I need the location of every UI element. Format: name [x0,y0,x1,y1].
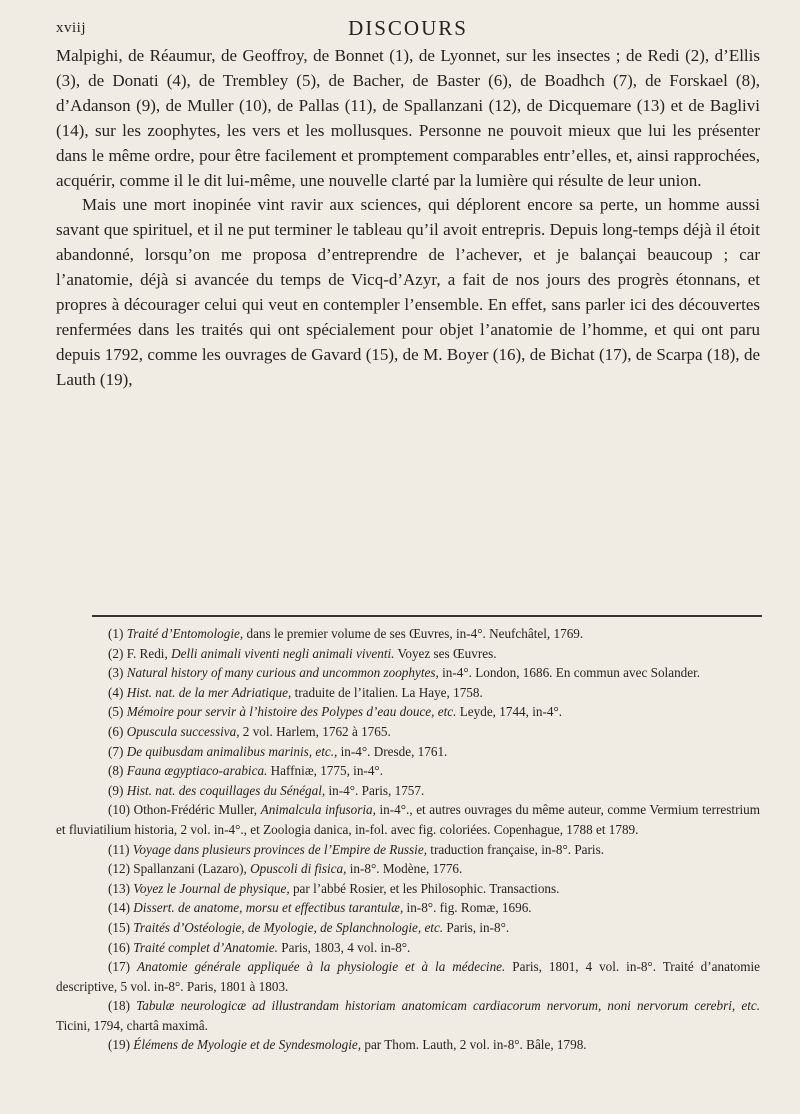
footnote-details: par l’abbé Rosier, et les Philosophic. Transactions. [289,880,560,896]
footnote-number: (1) [108,626,124,641]
footnote [56,663,760,683]
footnote [56,644,760,664]
footnote [56,938,760,958]
footnote-number: (18) [108,998,130,1014]
footnote [56,683,760,703]
paragraph-1: Malpighi, de Réaumur, de Geoffroy, de Bonnet (1), de Lyonnet, sur les insectes ; de Redi (2), d’Ellis (3), de Donati (4), de Trembley (5), de Bacher, de Baster (6), de Boadhch (7), de Forskael (8), d’Adanson (9), de Muller (10), de Pallas (11), de Spallanzani (12), de Dicquemare (13) et de Baglivi (14), sur les zoophytes, les vers et les mollusques. Personne ne pouvoit mieux que lui les présenter dans le même ordre, pour être facilement et promptement comparables entr’elles, et, ainsi rapprochées, acquérir, comme il le dit lui-même, une nouvelle clarté par la lumière qui résulte de leur union. [56,46,760,190]
footnote-title: Natural history of many curious and uncommon zoophytes, [126,665,439,681]
footnote-number: (16) [108,939,130,955]
footnote-number: (12) [108,861,130,877]
footnote-title: Traité complet d’Anatomie. [133,939,278,955]
footnote-number: (2) [108,645,124,661]
footnote-author: F. Redi, [126,645,172,661]
footnote-details: in-4°., et autres ouvrages du même auteur, comme Vermium terrestrium et fluviatilium historia, 2 vol. in-4°., et Zoologia danica, in-fol. avec fig. coloriées. Copenhague, 1788 et 1789. [56,802,760,837]
footnote-author: Spallanzani (Lazaro), [133,861,251,877]
footnote-number: (6) [108,723,124,739]
page-number: xviij [56,20,87,36]
paragraph-2: Mais une mort inopinée vint ravir aux sciences, qui déplorent encore sa perte, un homme aussi savant que spirituel, et il ne put terminer le tableau qu’il avoit entrepris. Depuis long-temps déjà il étoit abandonné, lorsqu’on me proposa d’entreprendre de l’achever, et je balançai beaucoup ; car l’anatomie, déjà si avancée du temps de Vicq-d’Azyr, a fait de nos jours des progrès étonnans, et propres à décourager celui qui veut en contempler l’ensemble. En effet, sans parler ici des découvertes renfermées dans les traités qui ont spécialement pour objet l’anatomie de l’homme, et qui ont paru depuis 1792, comme les ouvrages de Gavard (15), de M. Boyer (16), de Bichat (17), de Scarpa (18), de Lauth (19), [56,195,760,389]
main-text [56,44,760,393]
footnote-number: (13) [108,880,130,896]
footnote-details: 2 vol. Harlem, 1762 à 1765. [239,723,391,739]
footnote-number: (11) [108,841,130,857]
footnote-details: Voyez ses Œuvres. [394,645,497,661]
footnote-title: Hist. nat. de la mer Adriatique, [126,684,292,700]
footnote-title: Animalcula infusoria, [260,802,376,818]
footnote [56,898,760,918]
footnote-details: Leyde, 1744, in-4°. [456,704,563,720]
footnote-details: in-4°. Dresde, 1761. [337,743,448,759]
footnote-details: Haffniæ, 1775, in-4°. [267,763,383,779]
footnote-details: Paris, 1803, 4 vol. in-8°. [277,939,411,955]
footnote [56,1035,760,1055]
footnote-number: (8) [108,763,124,779]
footnote-author: Othon-Frédéric Muller, [133,802,261,818]
footnote [56,702,760,722]
footnote [56,918,760,938]
footnote-details: traduite de l’italien. La Haye, 1758. [291,684,483,700]
footnote-title: Opuscula successiva, [126,723,240,739]
footnote-title: Fauna ægyptiaco-arabica. [126,763,268,779]
footnotes [56,624,760,1055]
footnote-title: De quibusdam animalibus marinis, etc., [126,743,338,759]
footnote-number: (5) [108,704,124,720]
footnote-number: (9) [108,782,124,798]
footnote [56,781,760,801]
footnote-details: traduction française, in-8°. Paris. [427,841,605,857]
footnote [56,624,760,644]
footnote-title: Opuscoli di fisica, [250,861,347,877]
footnote-title: Tabulæ neurologicæ ad illustrandam historiam anatomicam cardiacorum nervorum, noni nervorum cerebri, etc. [136,998,761,1014]
footnote-title: Traités d’Ostéologie, de Myologie, de Splanchnologie, etc. [133,919,444,935]
running-head: DISCOURS [348,16,468,40]
footnote-title: Élémens de Myologie et de Syndesmologie, [133,1037,362,1053]
footnote-title: Traité d’Entomologie, [126,626,244,641]
footnote-details: in-4°. London, 1686. En commun avec Solander. [438,665,701,681]
footnote-details: in-8°. fig. Romæ, 1696. [403,900,532,916]
footnote-number: (7) [108,743,124,759]
footnote-number: (4) [108,684,124,700]
footnote [56,957,760,996]
footnote [56,996,760,1035]
footnote-title: Anatomie générale appliquée à la physiologie et à la médecine. [136,959,506,975]
footnote-rule [92,615,762,617]
footnote-title: Dissert. de anatome, morsu et effectibus tarantulæ, [133,900,404,916]
footnote-details: par Thom. Lauth, 2 vol. in-8°. Bâle, 1798. [361,1037,587,1053]
page-header [56,12,760,42]
footnote-number: (19) [108,1037,130,1053]
footnote-details: Ticini, 1794, chartâ maximâ. [56,1017,208,1033]
footnote [56,761,760,781]
footnote [56,742,760,762]
footnote-title: Hist. nat. des coquillages du Sénégal, [126,782,326,798]
footnote-number: (14) [108,900,130,916]
footnote-number: (10) [108,802,130,818]
footnote-details: in-8°. Modène, 1776. [346,861,463,877]
footnote-number: (3) [108,665,124,681]
footnote [56,800,760,839]
footnote-title: Mémoire pour servir à l’histoire des Polypes d’eau douce, etc. [126,704,457,720]
footnote-number: (15) [108,919,130,935]
footnote-details: dans le premier volume de ses Œuvres, in-4°. Neufchâtel, 1769. [243,626,584,641]
footnote-title: Voyage dans plusieurs provinces de l’Empire de Russie, [132,841,427,857]
footnote [56,859,760,879]
footnote-title: Delli animali viventi negli animali viventi. [171,645,395,661]
footnote-details: Paris, 1801, 4 vol. in-8°. Traité d’anatomie descriptive, 5 vol. in-8°. Paris, 1801 à 1803. [56,959,761,994]
book-page [56,0,760,1114]
footnote [56,840,760,860]
footnote-title: Voyez le Journal de physique, [133,880,290,896]
footnote [56,722,760,742]
footnote-details: in-4°. Paris, 1757. [325,782,425,798]
footnote-details: Paris, in-8°. [443,919,510,935]
footnote [56,879,760,899]
footnote-number: (17) [108,959,130,975]
